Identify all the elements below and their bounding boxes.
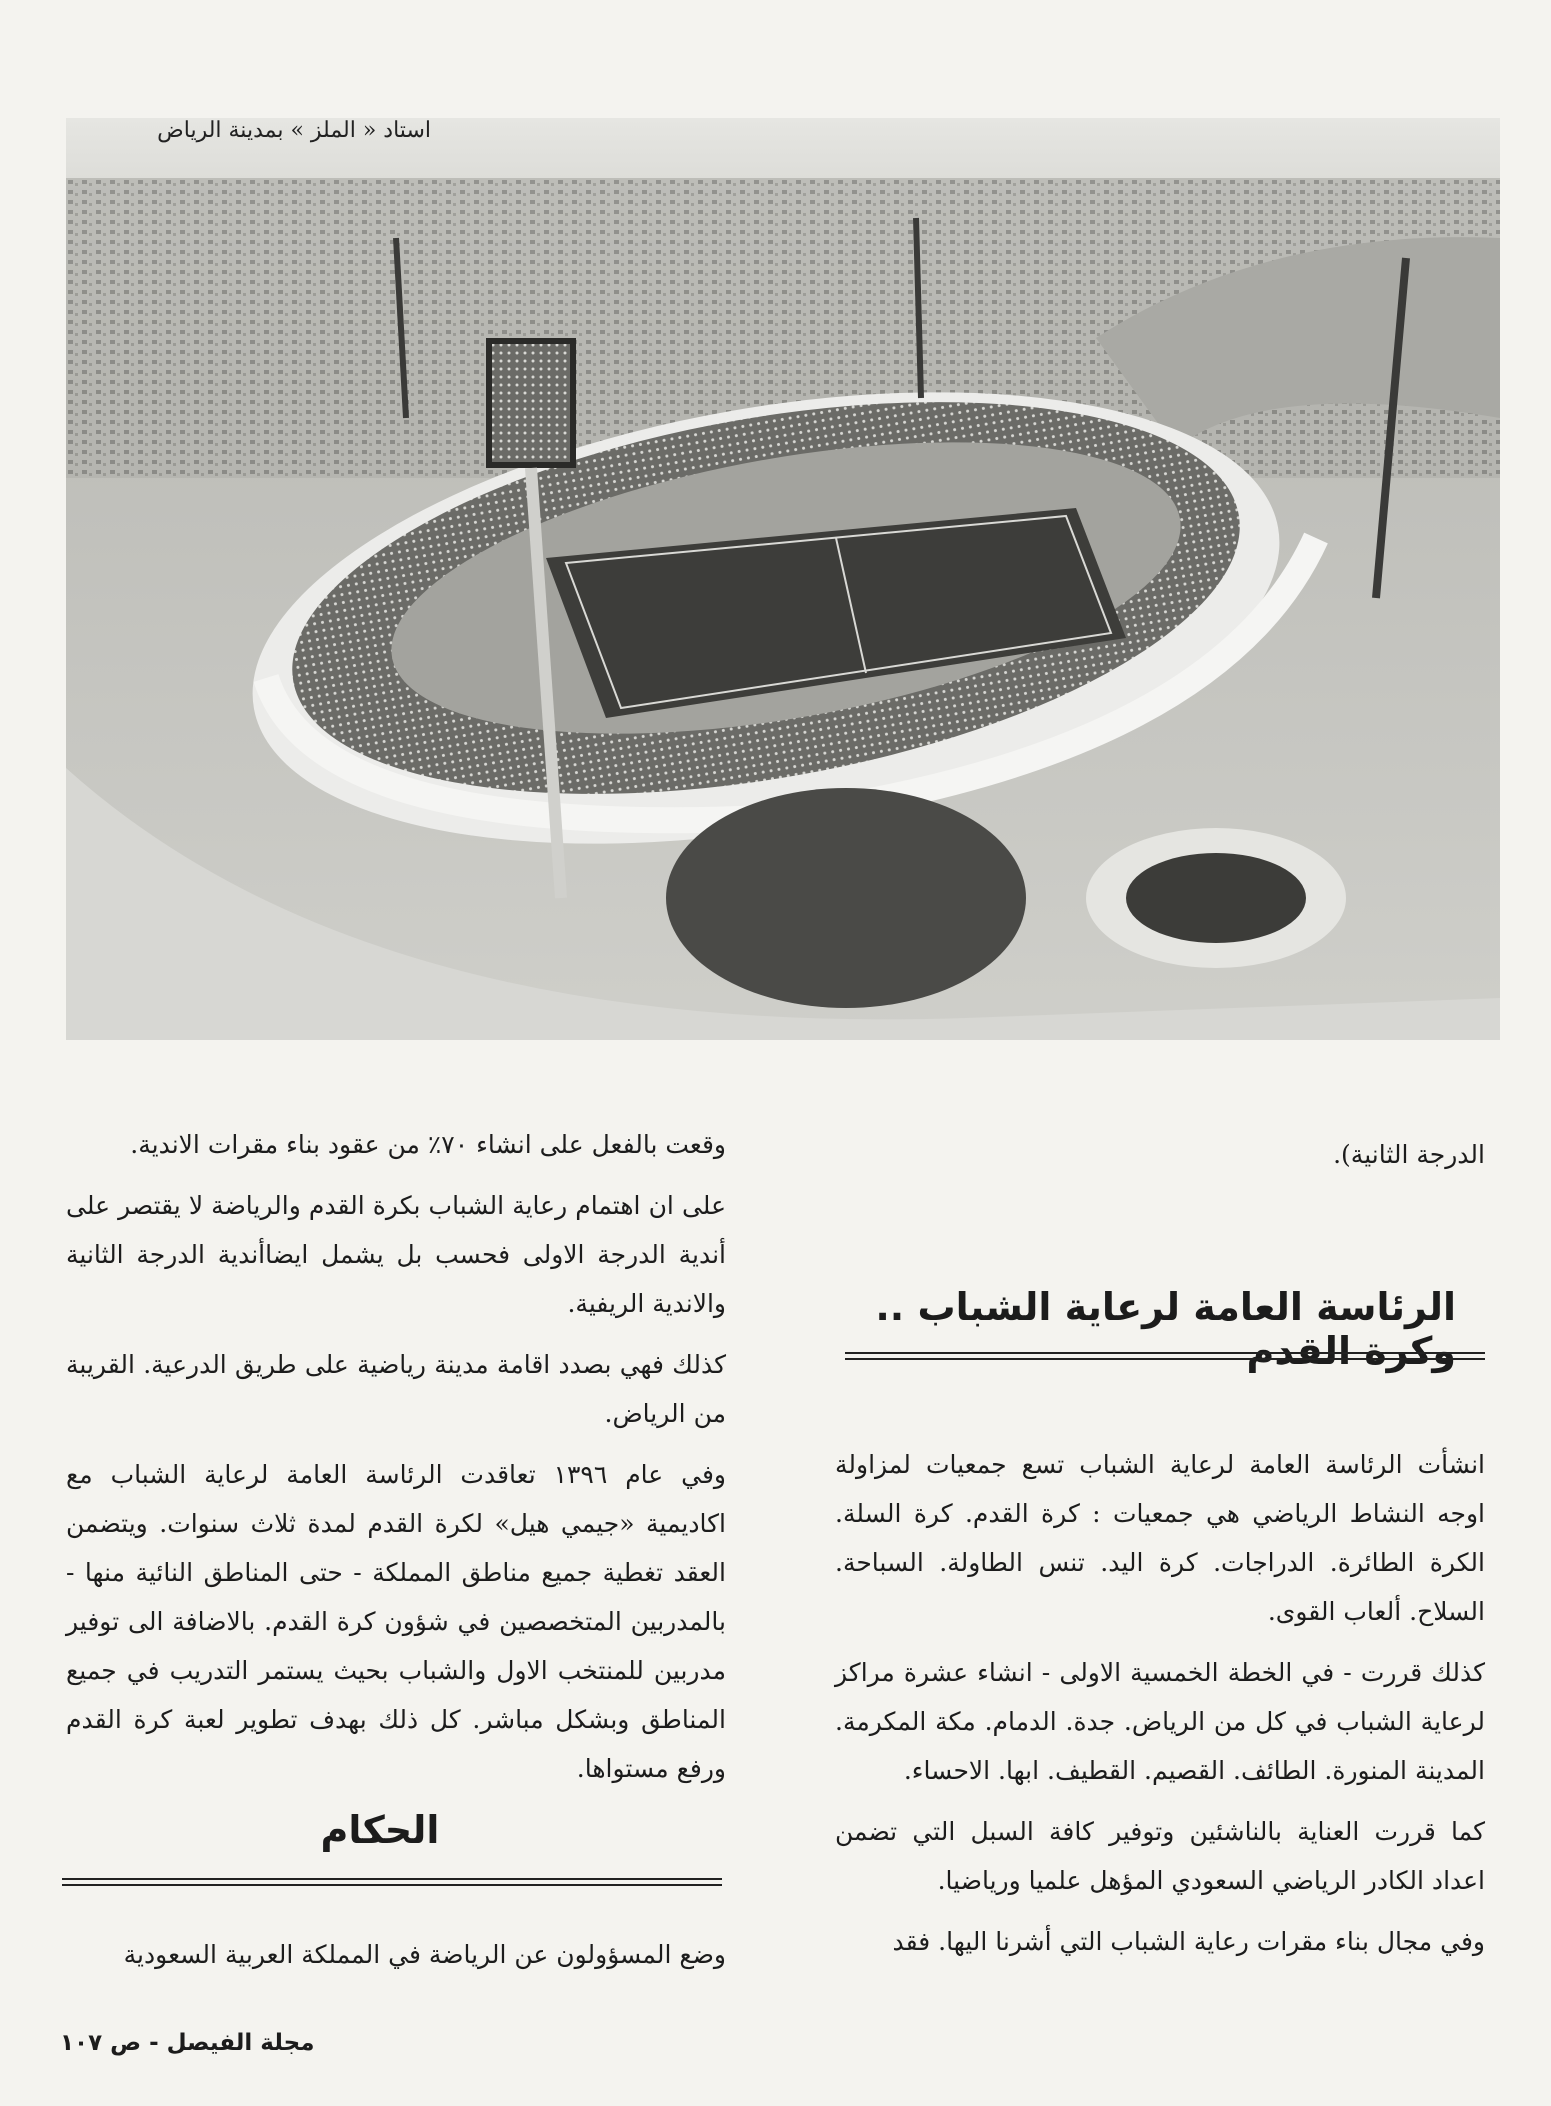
paragraph: على ان اهتمام رعاية الشباب بكرة القدم والرياضة لا يقتصر على أندية الدرجة الاولى فحسب بل يشمل ايضاأندية الدرجة الثانية والاندية الريفية.: [66, 1191, 726, 1318]
left-column-bottom-line: وضع المسؤولون عن الرياضة في المملكة العربية السعودية: [123, 1940, 726, 1969]
photo-caption: استاد « الملز » بمدينة الرياض: [157, 118, 431, 143]
paragraph: انشأت الرئاسة العامة لرعاية الشباب تسع جمعيات لمزاولة اوجه النشاط الرياضي هي جمعيات : كرة القدم. كرة السلة. الكرة الطائرة. الدراجات. كرة اليد. تنس الطاولة. السباحة. السلاح. ألعاب القوى.: [835, 1450, 1485, 1626]
paragraph: وفي عام ١٣٩٦ تعاقدت الرئاسة العامة لرعاية الشباب مع اكاديمية «جيمي هيل» لكرة القدم لمدة ثلاث سنوات. ويتضمن العقد تغطية جميع مناطق المملكة - حتى المناطق النائية منها - بالمدربين المتخصصين في شؤون كرة القدم. بالاضافة الى توفير مدربين للمنتخب الاول والشباب بحيث يستمر التدريب في جميع المناطق وبشكل مباشر. كل ذلك بهدف تطوير لعبة كرة القدم ورفع مستواها.: [66, 1460, 726, 1783]
right-column-fragment: الدرجة الثانية).: [1333, 1140, 1485, 1169]
right-column-body: [835, 1440, 1485, 1978]
left-column-body: [66, 1120, 726, 1805]
stadium-aerial-image: [66, 118, 1500, 1040]
section-heading-youth-football: الرئاسة العامة لرعاية الشباب .. وكرة القدم: [875, 1285, 1456, 1373]
page-footer: مجلة الفيصل - ص ١٠٧: [60, 2030, 315, 2056]
paragraph: وفي مجال بناء مقرات رعاية الشباب التي أشرنا اليها. فقد: [892, 1927, 1485, 1956]
stadium-photo: [66, 118, 1500, 1040]
heading-divider: [845, 1352, 1485, 1360]
paragraph: كذلك قررت - في الخطة الخمسية الاولى - انشاء عشرة مراكز لرعاية الشباب في كل من الرياض. جدة. الدمام. مكة المكرمة. المدينة المنورة. الطائف. القصيم. القطيف. ابها. الاحساء.: [835, 1658, 1485, 1785]
section-heading-referees: الحكام: [320, 1808, 440, 1852]
paragraph: وقعت بالفعل على انشاء ٧٠٪ من عقود بناء مقرات الاندية.: [130, 1130, 726, 1159]
paragraph: كما قررت العناية بالناشئين وتوفير كافة السبل التي تضمن اعداد الكادر الرياضي السعودي المؤهل علميا ورياضيا.: [835, 1817, 1485, 1895]
paragraph: كذلك فهي بصدد اقامة مدينة رياضية على طريق الدرعية. القريبة من الرياض.: [66, 1350, 726, 1428]
heading-divider: [62, 1878, 722, 1886]
